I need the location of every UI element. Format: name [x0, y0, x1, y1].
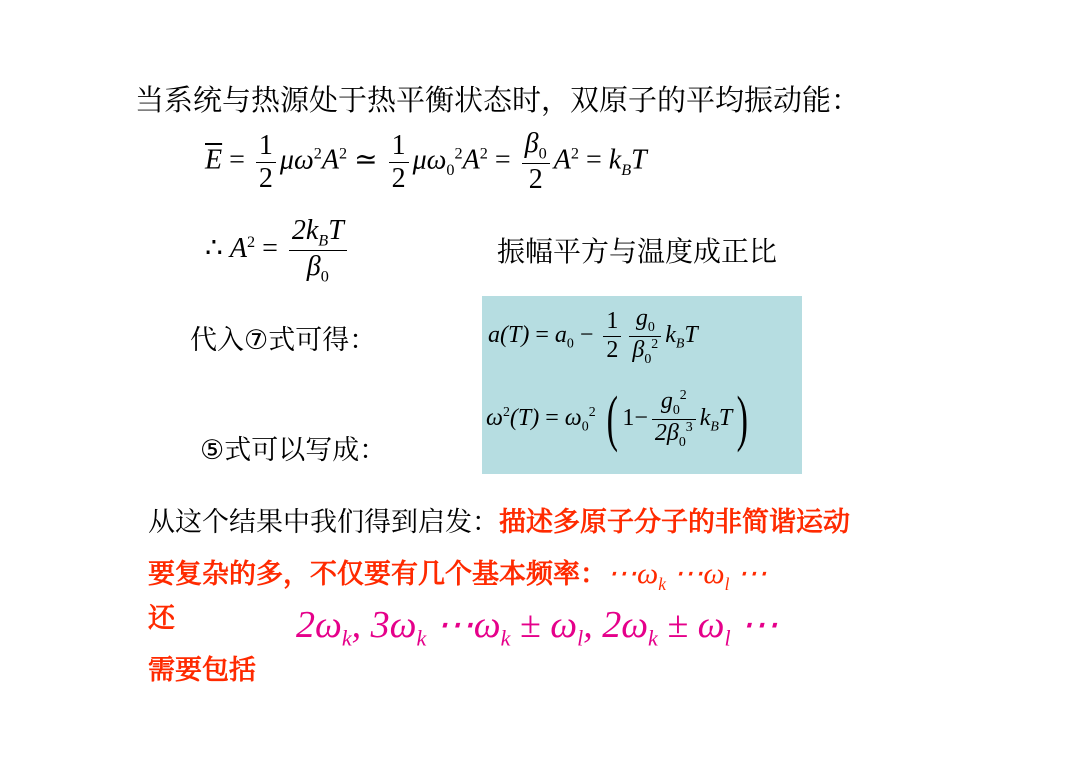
harm-part: , 3ω	[351, 604, 417, 646]
fraction-numerator: 1	[389, 130, 409, 163]
fraction-denominator: 2	[606, 336, 619, 363]
subscript: 0	[446, 161, 455, 180]
fraction-denominator: 2	[391, 162, 406, 194]
harm-part: ⋯	[730, 604, 779, 646]
exponent: 2	[570, 144, 579, 163]
exponent: 3	[685, 419, 693, 435]
exponent: 2	[313, 144, 322, 163]
subscript: 0	[581, 419, 589, 435]
intro-text: 当系统与热源处于热平衡状态时，双原子的平均振动能：	[135, 83, 861, 117]
minus-sign: −	[634, 404, 648, 431]
freq-part: ⋯ω	[607, 557, 659, 590]
also-label: 还	[148, 603, 175, 634]
subscript-k: k	[648, 625, 658, 651]
temperature-symbol: T	[631, 144, 647, 176]
fraction-denominator: 2	[258, 162, 273, 194]
fraction-2kbt-beta	[289, 215, 347, 287]
subscript: 0	[678, 434, 686, 450]
fraction-g-beta	[629, 305, 661, 368]
temperature-symbol: T	[684, 321, 698, 348]
harm-part: ± ω	[510, 604, 578, 646]
t-argument: (T)	[509, 404, 540, 431]
subscript-l: l	[724, 574, 730, 594]
temperature-symbol: T	[718, 404, 733, 431]
fraction-half	[603, 308, 621, 364]
omega-symbol: ω	[486, 404, 503, 431]
amplitude-symbol: A	[321, 144, 339, 176]
freq-part: ⋯ω	[665, 557, 725, 590]
subscript: 0	[647, 319, 655, 335]
subscript: 0	[644, 351, 652, 367]
conclusion-red-text: 描述多原子分子的非简谐运动	[499, 507, 850, 538]
harm-part: ± ω	[657, 604, 725, 646]
subscript: 0	[320, 267, 329, 286]
exponent: 2	[651, 336, 659, 352]
boltzmann-symbol: k	[665, 321, 676, 348]
frequency-series	[607, 557, 767, 594]
beta-symbol: β	[632, 336, 645, 363]
beta-symbol: β	[306, 251, 321, 283]
freq-part: ⋯	[729, 557, 767, 590]
equals-sign: =	[494, 144, 511, 176]
a-of-t: a(T)	[488, 321, 530, 348]
need-include-label: 需要包括	[148, 655, 256, 686]
subscript: B	[318, 231, 329, 250]
fraction-numerator: 1	[256, 130, 276, 163]
harm-part: , 2ω	[583, 604, 649, 646]
equals-sign: =	[545, 404, 559, 431]
subscript-l: l	[577, 625, 584, 651]
subscript: 0	[566, 336, 574, 352]
right-paren: )	[736, 385, 749, 454]
rewrite-label: ⑤式可以写成：	[200, 435, 387, 466]
energy-equation	[205, 128, 647, 196]
fraction-beta-half	[522, 128, 550, 196]
subscript-k: k	[658, 574, 666, 594]
fraction-half	[256, 130, 276, 195]
g-symbol: g	[635, 305, 648, 331]
amplitude-symbol: A	[229, 233, 247, 265]
exponent: 2	[479, 144, 488, 163]
approx-sign: ≃	[354, 144, 378, 176]
fraction-g2-2beta3	[652, 388, 696, 451]
minus-sign: −	[579, 321, 594, 348]
equals-sign: =	[262, 233, 278, 265]
equals-sign: =	[229, 144, 245, 176]
numerator-text: 2k	[291, 215, 319, 246]
box-equation-omega	[486, 385, 753, 454]
amplitude-symbol: A	[462, 144, 480, 176]
substitute-label: 代入⑦式可得：	[190, 325, 377, 356]
g-symbol: g	[660, 388, 673, 414]
one: 1	[622, 404, 635, 431]
temperature-symbol: T	[328, 215, 344, 246]
therefore-symbol: ∴	[205, 233, 223, 265]
subscript: 0	[672, 402, 680, 418]
equals-sign: =	[585, 144, 602, 176]
exponent: 2	[588, 404, 596, 420]
subscript: B	[621, 161, 632, 180]
mu-omega-symbol: μω	[279, 144, 314, 176]
equals-sign: =	[535, 321, 549, 348]
harm-part: 2ω	[296, 604, 342, 646]
a0-symbol: a	[554, 321, 567, 348]
amplitude-equation	[205, 215, 351, 287]
subscript: B	[710, 419, 719, 435]
conclusion-black-text: 从这个结果中我们得到启发：	[148, 507, 499, 538]
conclusion-line-1	[148, 500, 850, 539]
box-equation-a	[488, 305, 698, 368]
exponent: 2	[679, 388, 687, 403]
subscript-k: k	[500, 625, 511, 651]
subscript-k: k	[416, 625, 427, 651]
exponent: 2	[246, 232, 256, 251]
fraction-numerator: 1	[603, 308, 621, 337]
left-paren: (	[606, 385, 618, 454]
exponent: 2	[338, 144, 348, 163]
harm-part: ⋯ω	[426, 604, 501, 646]
exponent: 2	[502, 404, 510, 420]
subscript: 0	[538, 144, 547, 163]
subscript-k: k	[341, 625, 352, 651]
mu-omega0-symbol: μω	[412, 144, 447, 176]
two-beta: 2β	[654, 419, 679, 446]
exponent: 2	[454, 144, 463, 163]
mean-energy-symbol: $\overline{E}$	[205, 144, 223, 176]
conclusion-line-2	[148, 552, 767, 595]
amplitude-symbol: A	[553, 144, 571, 176]
boltzmann-symbol: k	[699, 404, 711, 431]
subscript: B	[675, 336, 685, 352]
proportional-note: 振幅平方与温度成正比	[497, 235, 778, 268]
boltzmann-symbol: k	[608, 144, 622, 176]
harmonics-expression	[296, 602, 778, 652]
conclusion-red-text-2: 要复杂的多，不仅要有几个基本频率：	[148, 559, 607, 590]
subscript-l: l	[724, 625, 731, 651]
fraction-denominator: 2	[528, 164, 543, 196]
omega-symbol: ω	[564, 404, 582, 431]
fraction-half	[389, 130, 409, 195]
beta-symbol: β	[524, 128, 539, 159]
